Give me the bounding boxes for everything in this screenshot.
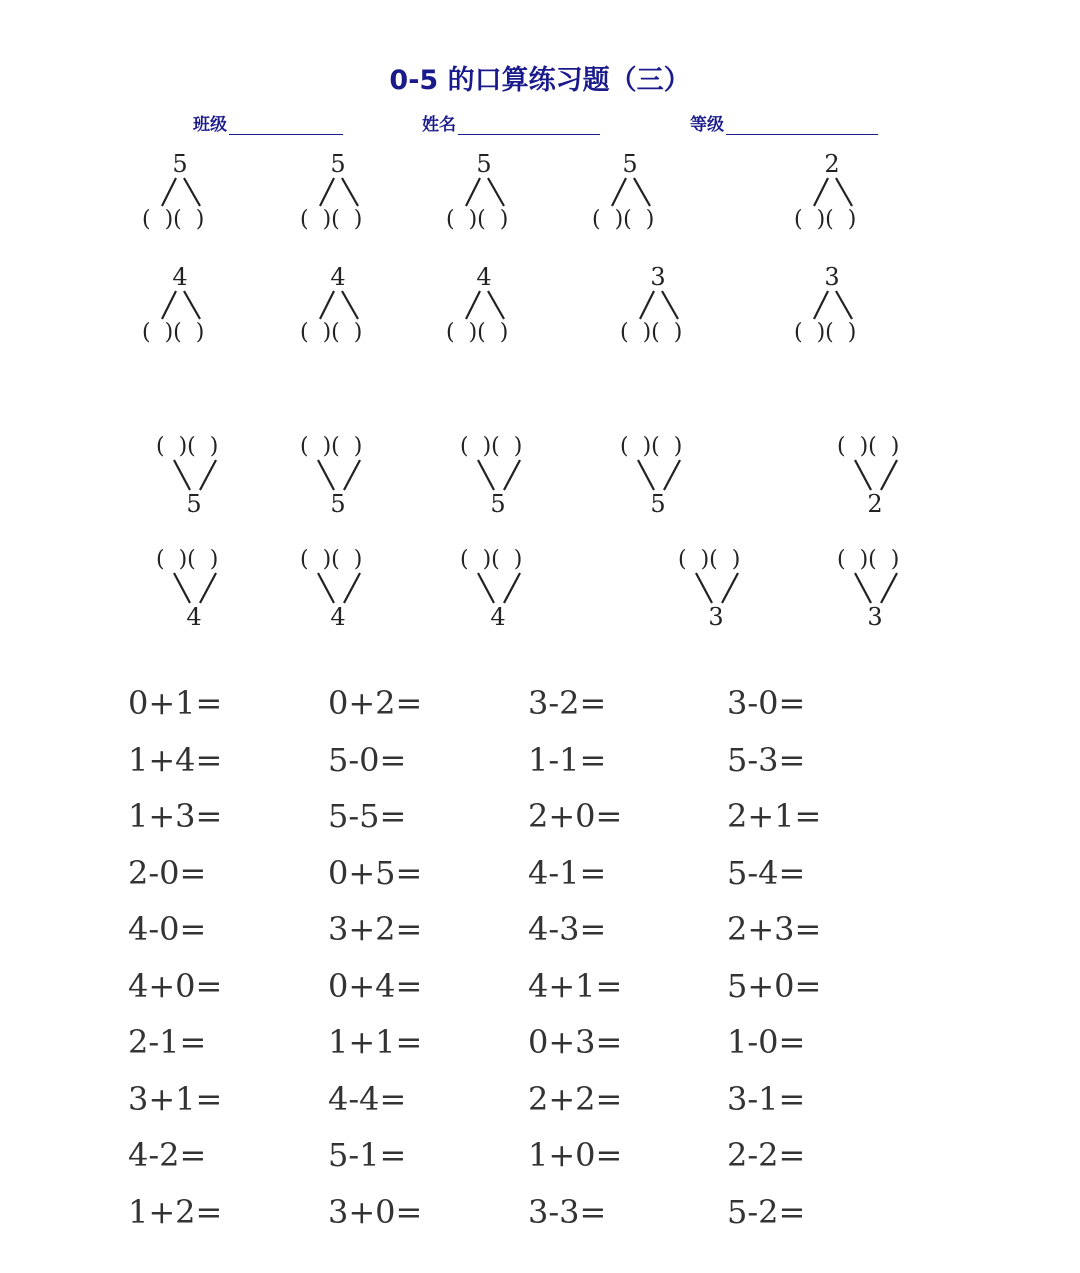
equation[interactable]: 3+1= [128,1079,223,1118]
answer-blanks[interactable]: ( )( ) [142,207,205,232]
equation[interactable]: 5-3= [727,740,806,779]
right-branch [200,460,216,490]
equation[interactable]: 3+0= [328,1192,423,1231]
left-branch [466,291,480,319]
number-bond [438,432,558,517]
bond-total: 5 [476,150,492,178]
bond-total: 5 [186,490,202,518]
left-branch [162,178,176,206]
equation[interactable]: 4-4= [328,1079,407,1118]
number-bond [772,263,892,348]
class-label: 班级 [193,115,227,135]
equation[interactable]: 5-1= [328,1136,407,1174]
equation[interactable]: 1-0= [727,1023,806,1061]
bond-total: 2 [867,490,883,518]
equation[interactable]: 3+2= [328,910,423,948]
bond-total: 4 [172,263,188,291]
number-bond [278,432,398,517]
equation[interactable]: 1+4= [128,740,223,779]
bond-total: 3 [824,263,840,291]
left-branch [612,178,626,206]
equation[interactable]: 0+4= [328,966,423,1005]
equation[interactable]: 2-0= [128,853,207,892]
left-branch [696,573,712,603]
bond-total: 5 [650,490,666,518]
answer-blanks[interactable]: ( )( ) [794,320,857,345]
name-label: 姓名 [422,115,456,135]
left-branch [638,460,654,490]
right-branch [634,178,650,206]
right-branch [344,460,360,490]
equation[interactable]: 1+3= [128,797,223,835]
bond-total: 5 [330,490,346,518]
equation[interactable]: 4-0= [128,910,207,948]
equation[interactable]: 3-2= [528,684,607,722]
number-bond [120,150,240,235]
left-branch [814,291,828,319]
equation[interactable]: 1+1= [328,1023,423,1061]
number-bond [815,545,935,630]
name-blank-line[interactable] [458,116,600,135]
bond-total: 4 [330,603,346,631]
bond-total: 5 [622,150,638,178]
bond-total: 4 [330,263,346,291]
right-branch [344,573,360,603]
number-bond [598,432,718,517]
number-bond [278,545,398,630]
equation[interactable]: 0+3= [528,1023,623,1061]
left-branch [318,460,334,490]
right-branch [881,460,897,490]
number-bond [598,263,718,348]
right-branch [184,291,200,319]
answer-blanks[interactable]: ( )( ) [460,547,523,572]
answer-blanks[interactable]: ( )( ) [446,320,509,345]
bond-total: 3 [708,603,724,631]
left-branch [320,291,334,319]
bond-total: 5 [172,150,188,178]
answer-blanks[interactable]: ( )( ) [300,320,363,345]
number-bond [424,263,544,348]
bond-total: 2 [824,150,840,178]
equation[interactable]: 3-3= [528,1192,607,1231]
answer-blanks[interactable]: ( )( ) [460,434,523,459]
answer-blanks[interactable]: ( )( ) [794,207,857,232]
right-branch [836,178,852,206]
left-branch [174,460,190,490]
number-bond [278,150,398,235]
left-branch [640,291,654,319]
equation[interactable]: 2-1= [128,1023,207,1061]
equation[interactable]: 2+2= [528,1079,623,1118]
equation[interactable]: 5-0= [328,740,407,779]
bond-total: 4 [490,603,506,631]
equation[interactable]: 4+0= [128,966,223,1005]
equation[interactable]: 4-3= [528,910,607,948]
equation[interactable]: 5-2= [727,1192,806,1231]
equation[interactable]: 1-1= [528,740,607,779]
number-bond [570,150,690,235]
right-branch [881,573,897,603]
equation[interactable]: 2+3= [727,910,822,948]
grade-blank-line[interactable] [726,116,878,135]
bond-total: 4 [476,263,492,291]
right-branch [342,178,358,206]
right-branch [184,178,200,206]
left-branch [478,460,494,490]
equation[interactable]: 4-1= [528,853,607,892]
class-blank-line[interactable] [229,116,343,135]
answer-blanks[interactable]: ( )( ) [837,547,900,572]
bond-total: 5 [490,490,506,518]
grade-label: 等级 [690,115,724,135]
equation[interactable]: 1+0= [528,1136,623,1174]
answer-blanks[interactable]: ( )( ) [142,320,205,345]
number-bond [438,545,558,630]
grade-field[interactable] [690,110,878,135]
left-branch [318,573,334,603]
left-branch [855,573,871,603]
right-branch [662,291,678,319]
right-branch [664,460,680,490]
answer-blanks[interactable]: ( )( ) [300,434,363,459]
number-bond [278,263,398,348]
number-bond [656,545,776,630]
right-branch [488,291,504,319]
bond-total: 3 [650,263,666,291]
equation[interactable]: 3-1= [727,1079,806,1118]
right-branch [504,460,520,490]
bond-total: 5 [330,150,346,178]
answer-blanks[interactable]: ( )( ) [156,434,219,459]
equation[interactable]: 4-2= [128,1136,207,1174]
left-branch [174,573,190,603]
number-bond [120,263,240,348]
name-field[interactable] [422,110,600,135]
bond-total: 4 [186,603,202,631]
right-branch [342,291,358,319]
number-bond [134,432,254,517]
equation[interactable]: 0+1= [128,684,223,722]
left-branch [320,178,334,206]
equation[interactable]: 0+2= [328,684,423,722]
bond-total: 3 [867,603,883,631]
left-branch [162,291,176,319]
equation[interactable]: 5+0= [727,966,822,1005]
number-bond [815,432,935,517]
answer-blanks[interactable]: ( )( ) [592,207,655,232]
class-field[interactable] [193,110,343,135]
answer-blanks[interactable]: ( )( ) [620,320,683,345]
number-bond [424,150,544,235]
answer-blanks[interactable]: ( )( ) [300,547,363,572]
equation[interactable]: 3-0= [727,684,806,722]
left-branch [466,178,480,206]
equation[interactable]: 1+2= [128,1192,223,1231]
equation[interactable]: 2-2= [727,1136,806,1174]
page-title: 0-5 的口算练习题（三） [389,65,691,96]
answer-blanks[interactable]: ( )( ) [156,547,219,572]
equation[interactable]: 4+1= [528,966,623,1005]
equation[interactable]: 5-4= [727,853,806,892]
answer-blanks[interactable]: ( )( ) [446,207,509,232]
equation[interactable]: 2+0= [528,797,623,835]
equation[interactable]: 5-5= [328,797,407,835]
left-branch [814,178,828,206]
equation[interactable]: 0+5= [328,853,423,892]
right-branch [836,291,852,319]
right-branch [504,573,520,603]
number-bond [772,150,892,235]
answer-blanks[interactable]: ( )( ) [300,207,363,232]
equation[interactable]: 2+1= [727,797,822,835]
left-branch [855,460,871,490]
right-branch [488,178,504,206]
right-branch [200,573,216,603]
left-branch [478,573,494,603]
answer-blanks[interactable]: ( )( ) [620,434,683,459]
right-branch [722,573,738,603]
answer-blanks[interactable]: ( )( ) [837,434,900,459]
number-bond [134,545,254,630]
answer-blanks[interactable]: ( )( ) [678,547,741,572]
